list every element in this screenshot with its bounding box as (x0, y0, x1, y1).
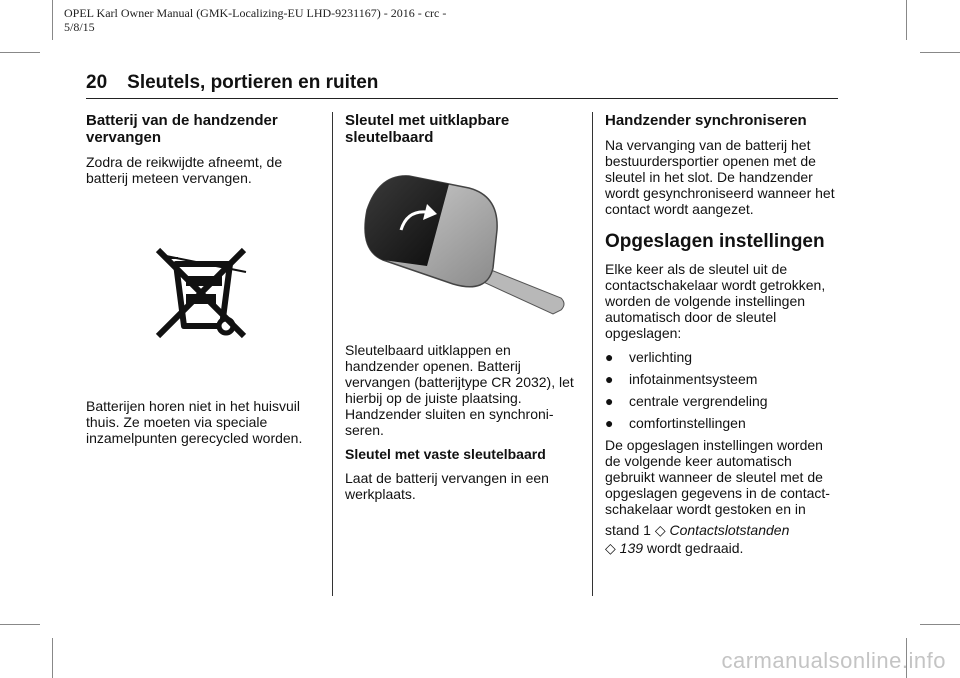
print-header (64, 6, 544, 34)
bullet: ● (605, 349, 614, 365)
crop-mark (906, 0, 907, 40)
list-item: ● infotainmentsysteem (605, 371, 758, 387)
header-rule (86, 98, 838, 99)
paragraph: De opgeslagen instellingen worden de volgende keer automatisch gebruikt wanneer de sleutel met de opgeslagen gegevens in de contact-schakelaar wordt gestoken en in (605, 437, 830, 517)
bullet: ● (605, 393, 614, 409)
list-item: ● centrale vergrendeling (605, 393, 768, 409)
paragraph: Laat de batterij vervangen in een werkplaats. (345, 470, 549, 502)
page-number: 20 (86, 72, 108, 93)
bullet: ● (605, 415, 614, 431)
column-1 (86, 112, 320, 454)
column-divider (332, 112, 333, 596)
paragraph: Batterijen horen niet in het huisvuil thuis. Ze moeten via speciale inzamelpunten gerecycled worden. (86, 398, 303, 446)
crop-mark (920, 624, 960, 625)
crop-mark (920, 52, 960, 53)
list-item: ● verlichting (605, 349, 693, 365)
print-header-date: 5/8/15 (64, 20, 95, 34)
paragraph: Elke keer als de sleutel uit de contactschakelaar wordt getrokken, worden de volgende instellingen automatisch door de sleutel opgeslagen: (605, 261, 826, 341)
bullet-list (605, 349, 841, 431)
cross-reference: stand 1 ◇ Contactslotstanden ◇ 139 wordt gedraaid. (605, 522, 790, 556)
reference-arrow-icon: ◇ (654, 522, 666, 538)
list-item: ● comfortinstellingen (605, 415, 746, 431)
crop-mark (52, 638, 53, 678)
section-title: Sleutels, portieren en ruiten (127, 72, 379, 93)
running-head (86, 72, 378, 94)
heading-battery-replace: Batterij van de handzender vervangen (86, 112, 278, 146)
column-divider (592, 112, 593, 596)
reference-link[interactable]: Contactslotstanden (669, 522, 790, 538)
bullet: ● (605, 371, 614, 387)
crop-mark (52, 0, 53, 40)
subheading-fixed-key: Sleutel met vaste sleutelbaard (345, 446, 546, 462)
watermark: carmanualsonline.info (721, 648, 946, 673)
column-3 (605, 112, 841, 557)
column-2 (345, 112, 577, 510)
reference-arrow-icon: ◇ (605, 540, 616, 556)
paragraph: Sleutelbaard uitklappen en handzender openen. Batterij vervangen (batterijtype CR 2032), let hierbij op de juiste plaatsing. Handzender sluiten en synchroniseren. (345, 342, 574, 438)
paragraph: Zodra de reikwijdte afneemt, de batterij meteen vervangen. (86, 154, 283, 186)
crop-mark (0, 624, 40, 625)
paragraph: Na vervanging van de batterij het bestuurdersportier openen met de sleutel in het slot. De handzender wordt gesynchroniseerd wanneer het contact wordt aangezet. (605, 137, 835, 217)
crop-mark (0, 52, 40, 53)
print-header-line: OPEL Karl Owner Manual (GMK-Localizing-EU LHD-9231167) - 2016 - crc - (64, 6, 447, 20)
heading-stored-settings: Opgeslagen instellingen (605, 231, 825, 252)
crossed-out-wheelie-bin-icon (152, 246, 248, 342)
heading-sync: Handzender synchroniseren (605, 112, 807, 129)
reference-page-link[interactable]: 139 (619, 540, 644, 556)
heading-folding-key: Sleutel met uitklapbare sleutelbaard (345, 112, 510, 146)
folding-key-icon (349, 170, 569, 320)
